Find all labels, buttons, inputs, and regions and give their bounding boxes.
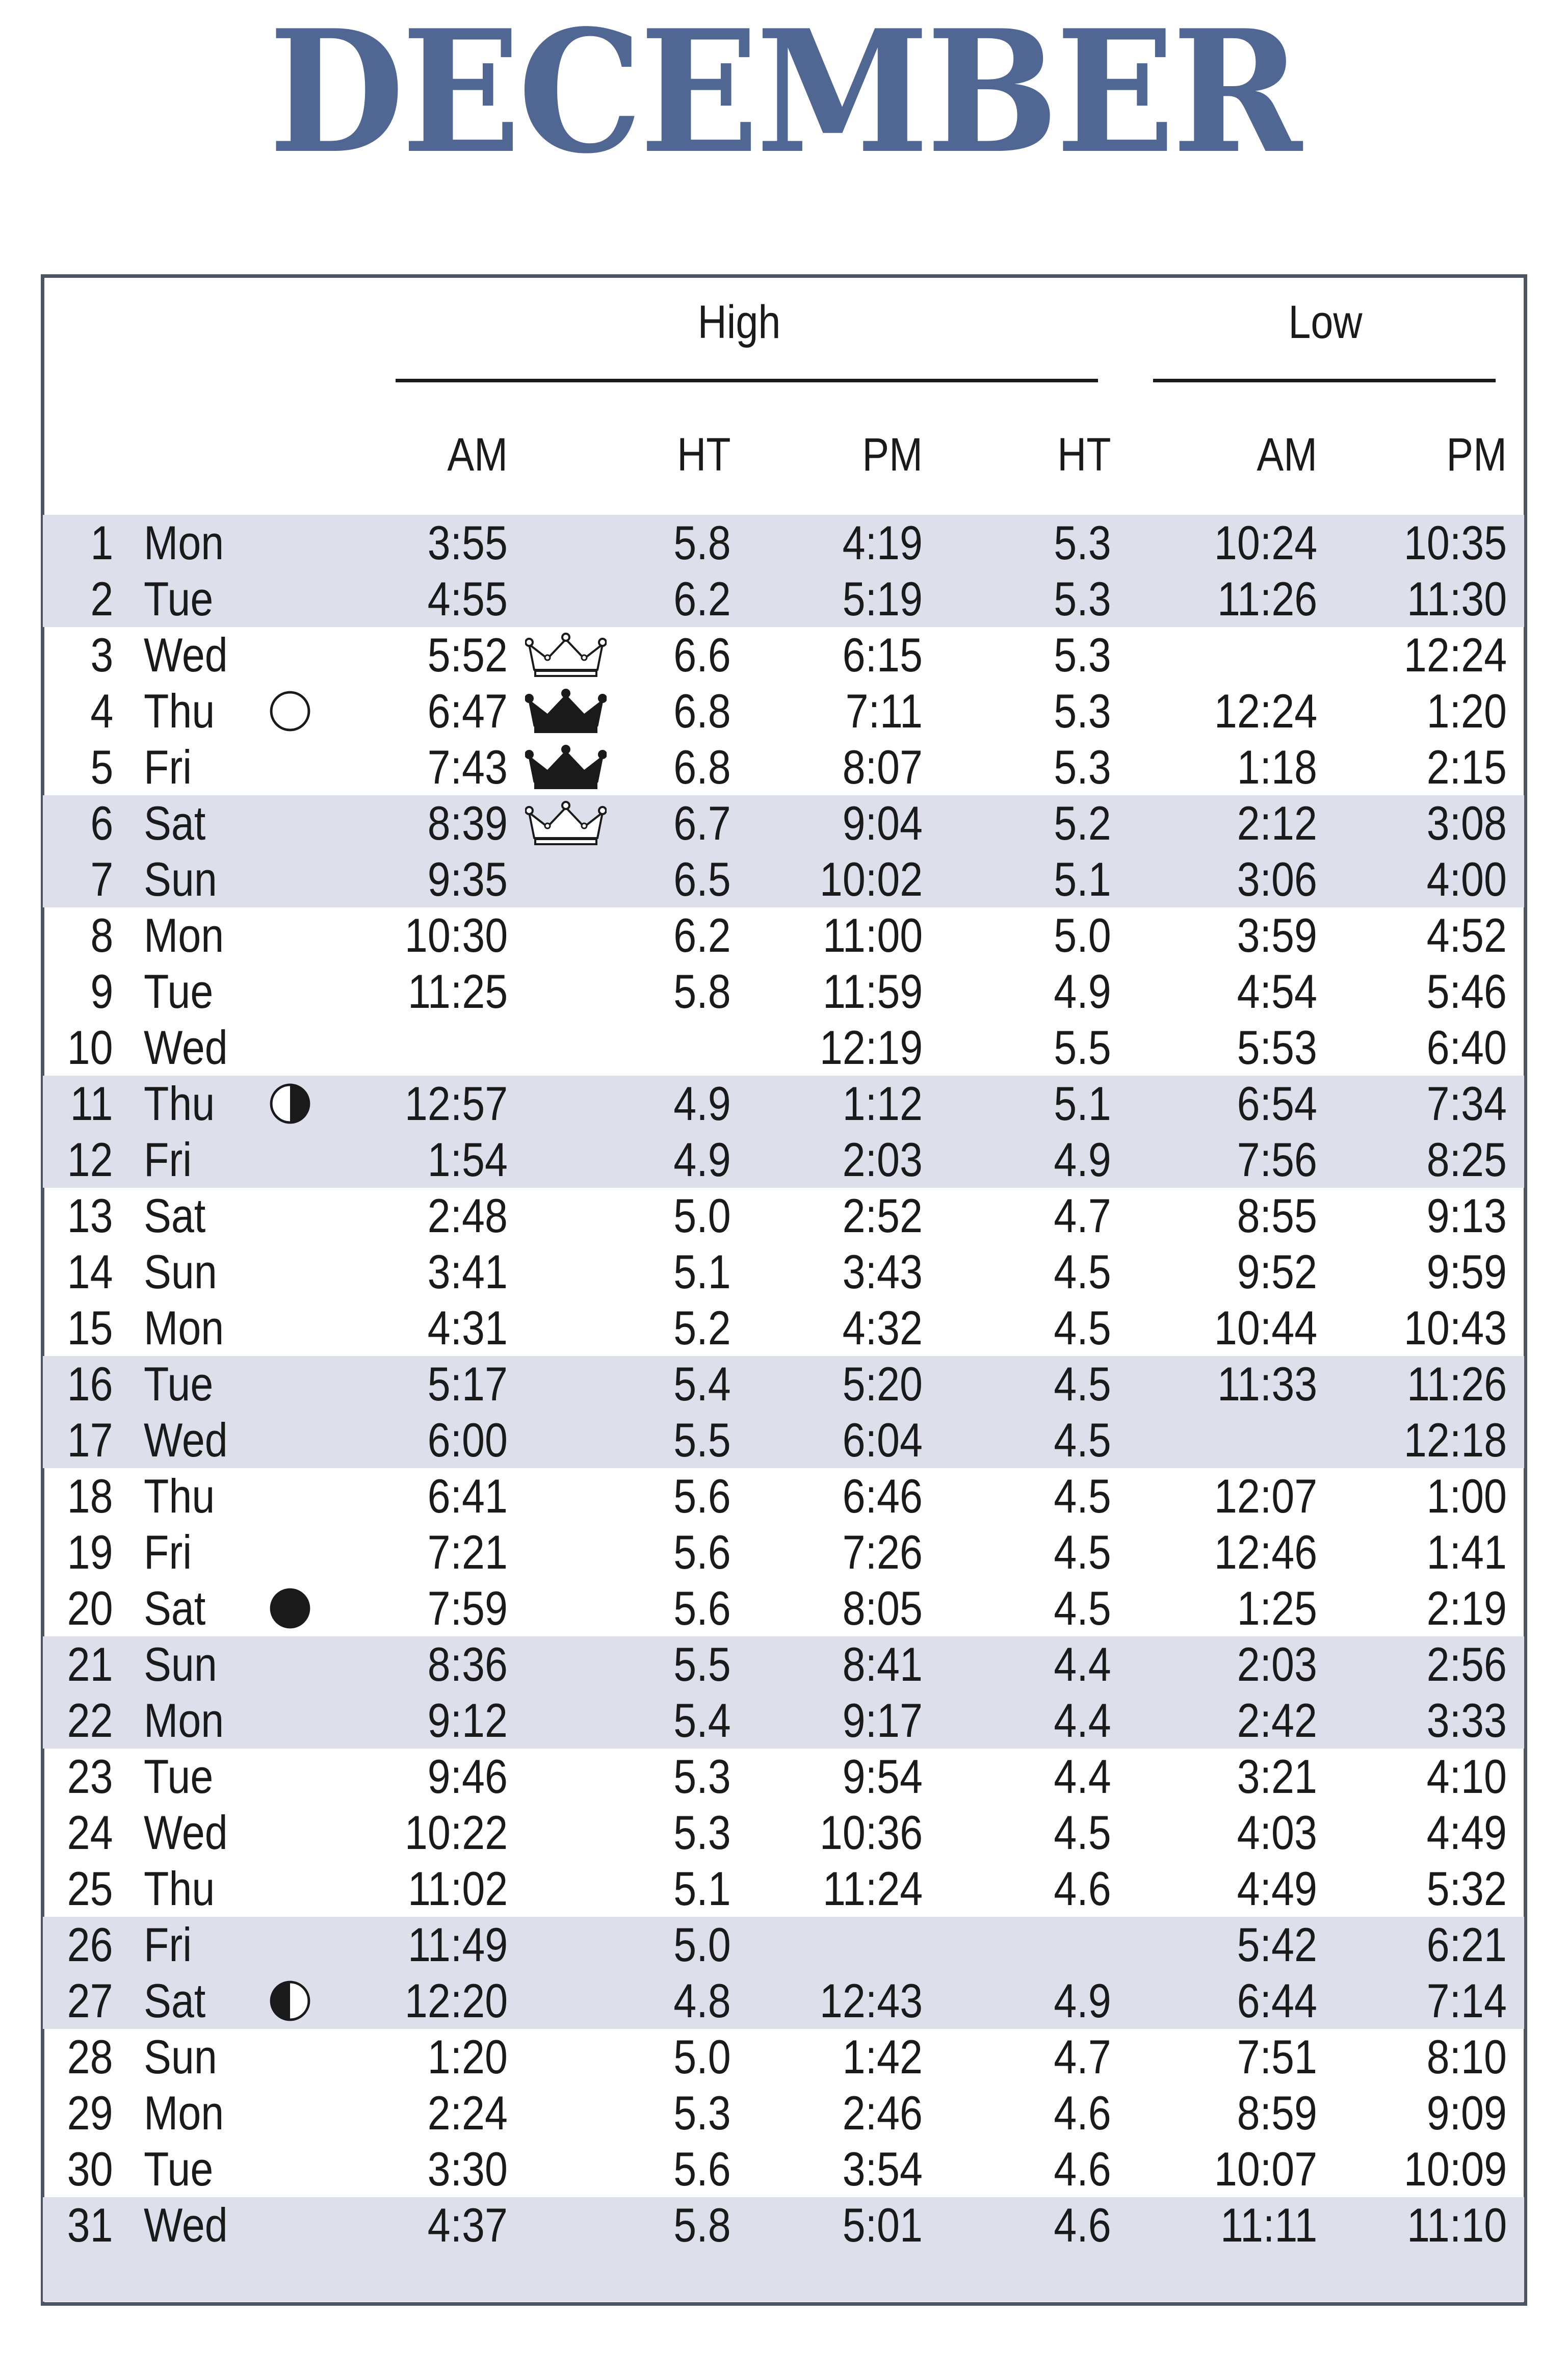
table-row: [0, 795, 1568, 851]
day-of-week: Wed: [144, 1021, 228, 1074]
day-number: 18: [67, 1469, 113, 1523]
low-am-time: 3:59: [1237, 908, 1317, 962]
high-pm-time: 6:04: [842, 1413, 923, 1467]
high-pm-time: 5:19: [842, 572, 923, 626]
high-am-header: AM: [447, 429, 508, 481]
low-pm-time: 8:25: [1426, 1133, 1507, 1186]
high-am-time: 8:36: [427, 1637, 508, 1691]
low-pm-time: 6:40: [1426, 1021, 1507, 1074]
day-of-week: Thu: [144, 1077, 215, 1130]
high-am-height: 4.8: [673, 1974, 731, 2027]
day-number: 7: [90, 852, 113, 906]
high-am-height: 6.8: [673, 740, 731, 794]
low-pm-time: 3:33: [1426, 1693, 1507, 1747]
high-am-time: 11:02: [407, 1862, 508, 1915]
day-number: 29: [67, 2086, 113, 2140]
low-am-header: AM: [1257, 429, 1317, 481]
high-pm-time: 6:46: [842, 1469, 923, 1523]
high-pm-height: 5.3: [1054, 684, 1111, 738]
high-am-height: 5.3: [673, 1750, 731, 1803]
day-of-week: Fri: [144, 1525, 192, 1579]
day-number: 2: [90, 572, 113, 626]
last-quarter-moon-icon: [269, 1083, 311, 1125]
low-am-time: 2:03: [1237, 1637, 1317, 1691]
table-row: [0, 907, 1568, 963]
day-number: 15: [67, 1301, 113, 1354]
high-pm-time: 7:26: [842, 1525, 923, 1579]
low-am-time: 6:44: [1237, 1974, 1317, 2027]
high-am-time: 7:43: [427, 740, 508, 794]
new-moon-icon: [269, 1587, 311, 1629]
high-group-rule: [396, 379, 1098, 382]
low-pm-time: 9:13: [1426, 1189, 1507, 1242]
high-am-height: 6.2: [673, 908, 731, 962]
high-am-height: 6.5: [673, 852, 731, 906]
low-am-time: 10:44: [1214, 1301, 1317, 1354]
low-pm-time: 2:15: [1426, 740, 1507, 794]
day-of-week: Mon: [144, 1301, 224, 1354]
high-am-time: 6:00: [427, 1413, 508, 1467]
low-am-time: 12:46: [1214, 1525, 1317, 1579]
high-pm-height: 4.6: [1054, 2086, 1111, 2140]
low-am-time: 1:18: [1237, 740, 1317, 794]
day-of-week: Mon: [144, 516, 224, 569]
high-pm-height: 5.1: [1054, 852, 1111, 906]
low-am-time: 3:21: [1237, 1750, 1317, 1803]
high-pm-time: 9:54: [842, 1750, 923, 1803]
high-am-height: 5.6: [673, 1581, 731, 1635]
high-am-time: 9:35: [427, 852, 508, 906]
high-pm-height: 4.5: [1054, 1581, 1111, 1635]
day-of-week: Thu: [144, 684, 215, 738]
day-number: 5: [90, 740, 113, 794]
day-of-week: Fri: [144, 1918, 192, 1971]
low-pm-time: 1:20: [1426, 684, 1507, 738]
day-number: 14: [67, 1245, 113, 1298]
day-of-week: Sun: [144, 1245, 217, 1298]
table-row: [0, 963, 1568, 1020]
day-number: 31: [67, 2198, 113, 2252]
low-pm-time: 5:32: [1426, 1862, 1507, 1915]
low-am-time: 6:54: [1237, 1077, 1317, 1130]
day-of-week: Tue: [144, 1357, 214, 1411]
table-row: [0, 627, 1568, 683]
high-pm-time: 8:41: [842, 1637, 923, 1691]
high-am-height: 5.3: [673, 1806, 731, 1859]
day-of-week: Wed: [144, 1413, 228, 1467]
day-of-week: Sun: [144, 2030, 217, 2083]
day-number: 13: [67, 1189, 113, 1242]
day-of-week: Mon: [144, 1693, 224, 1747]
day-number: 27: [67, 1974, 113, 2027]
table-row: [0, 1468, 1568, 1524]
high-pm-time: 2:46: [842, 2086, 923, 2140]
low-am-time: 7:51: [1237, 2030, 1317, 2083]
low-pm-time: 9:09: [1426, 2086, 1507, 2140]
high-pm-height: 4.9: [1054, 965, 1111, 1018]
day-number: 4: [90, 684, 113, 738]
day-number: 23: [67, 1750, 113, 1803]
day-of-week: Sat: [144, 1189, 206, 1242]
high-pm-height: 4.7: [1054, 2030, 1111, 2083]
high-am-height: 5.1: [673, 1245, 731, 1298]
low-am-time: 2:12: [1237, 796, 1317, 850]
high-am-height: 6.2: [673, 572, 731, 626]
high-am-time: 7:59: [427, 1581, 508, 1635]
high-am-height: 5.3: [673, 2086, 731, 2140]
low-pm-time: 4:00: [1426, 852, 1507, 906]
day-of-week: Tue: [144, 1750, 214, 1803]
high-pm-height: 5.3: [1054, 572, 1111, 626]
low-pm-time: 4:52: [1426, 908, 1507, 962]
high-pm-height: 4.6: [1054, 1862, 1111, 1915]
outline-crown-icon: [525, 800, 607, 846]
low-am-time: 8:59: [1237, 2086, 1317, 2140]
high-pm-height: 5.3: [1054, 740, 1111, 794]
low-am-time: 4:03: [1237, 1806, 1317, 1859]
high-pm-time: 10:36: [819, 1806, 923, 1859]
high-am-time: 6:41: [427, 1469, 508, 1523]
high-am-time: 11:25: [407, 965, 508, 1018]
day-number: 16: [67, 1357, 113, 1411]
high-am-time: 5:52: [427, 628, 508, 682]
low-am-time: 4:54: [1237, 965, 1317, 1018]
full-moon-icon: [269, 690, 311, 732]
high-am-height: 5.6: [673, 1525, 731, 1579]
day-number: 6: [90, 796, 113, 850]
high-am-time: 10:22: [404, 1806, 508, 1859]
day-of-week: Thu: [144, 1469, 215, 1523]
low-pm-time: 9:59: [1426, 1245, 1507, 1298]
high-am-time: 12:57: [404, 1077, 508, 1130]
table-row: [0, 1749, 1568, 1805]
table-row: [0, 2029, 1568, 2085]
high-pm-time: 2:52: [842, 1189, 923, 1242]
low-am-time: 1:25: [1237, 1581, 1317, 1635]
table-row: [0, 2141, 1568, 2197]
low-am-time: 2:42: [1237, 1693, 1317, 1747]
high-pm-time: 11:24: [822, 1862, 923, 1915]
high-am-height: 5.5: [673, 1413, 731, 1467]
high-am-height: 5.0: [673, 1189, 731, 1242]
high-pm-height: 4.9: [1054, 1974, 1111, 2027]
high-pm-time: 2:03: [842, 1133, 923, 1186]
low-pm-time: 4:49: [1426, 1806, 1507, 1859]
low-pm-time: 2:56: [1426, 1637, 1507, 1691]
high-am-time: 2:48: [427, 1189, 508, 1242]
table-row: [0, 739, 1568, 795]
high-am-time: 4:55: [427, 572, 508, 626]
low-pm-time: 3:08: [1426, 796, 1507, 850]
day-of-week: Sun: [144, 1637, 217, 1691]
low-group-rule: [1153, 379, 1496, 382]
low-am-time: 3:06: [1237, 852, 1317, 906]
high-pm-height: 4.4: [1054, 1637, 1111, 1691]
high-am-time: 3:30: [427, 2142, 508, 2196]
solid-crown-icon: [525, 744, 607, 790]
high-am-height: 6.7: [673, 796, 731, 850]
high-am-time: 7:21: [427, 1525, 508, 1579]
table-row: [0, 1636, 1568, 1692]
high-pm-height: 4.9: [1054, 1133, 1111, 1186]
day-number: 1: [90, 516, 113, 569]
high-pm-time: 7:11: [845, 684, 923, 738]
high-pm-height: 4.5: [1054, 1301, 1111, 1354]
day-of-week: Wed: [144, 1806, 228, 1859]
table-row: [0, 1300, 1568, 1356]
high-pm-time: 8:07: [842, 740, 923, 794]
day-of-week: Tue: [144, 572, 214, 626]
high-pm-height: 4.5: [1054, 1525, 1111, 1579]
high-am-time: 2:24: [427, 2086, 508, 2140]
high-am-time: 4:31: [427, 1301, 508, 1354]
low-pm-time: 1:41: [1426, 1525, 1507, 1579]
table-row: [0, 1524, 1568, 1580]
low-am-time: 11:26: [1217, 572, 1317, 626]
high-am-height: 6.6: [673, 628, 731, 682]
low-group-label: Low: [1288, 296, 1363, 348]
high-am-height: 5.6: [673, 2142, 731, 2196]
low-pm-time: 11:26: [1406, 1357, 1507, 1411]
high-am-time: 1:54: [427, 1133, 508, 1186]
high-pm-height: 4.5: [1054, 1806, 1111, 1859]
high-am-time: 11:49: [407, 1918, 508, 1971]
high-pm-time: 5:01: [842, 2198, 923, 2252]
high-pm-ht-header: HT: [1057, 429, 1111, 481]
table-row: [0, 515, 1568, 571]
high-am-height: 5.8: [673, 965, 731, 1018]
day-number: 30: [67, 2142, 113, 2196]
day-number: 28: [67, 2030, 113, 2083]
high-pm-time: 3:54: [842, 2142, 923, 2196]
day-of-week: Mon: [144, 2086, 224, 2140]
high-pm-height: 4.5: [1054, 1469, 1111, 1523]
high-pm-time: 11:59: [822, 965, 923, 1018]
high-am-height: 4.9: [673, 1133, 731, 1186]
table-row: [0, 851, 1568, 907]
high-pm-time: 9:04: [842, 796, 923, 850]
high-pm-header: PM: [862, 429, 923, 481]
low-pm-time: 10:35: [1403, 516, 1507, 569]
high-am-height: 5.4: [673, 1357, 731, 1411]
low-am-time: 11:11: [1220, 2198, 1317, 2252]
high-pm-time: 12:43: [819, 1974, 923, 2027]
high-pm-height: 4.7: [1054, 1189, 1111, 1242]
high-pm-time: 10:02: [819, 852, 923, 906]
low-pm-time: 2:19: [1426, 1581, 1507, 1635]
low-pm-time: 11:30: [1406, 572, 1507, 626]
high-am-height: 5.8: [673, 2198, 731, 2252]
low-am-time: 10:07: [1214, 2142, 1317, 2196]
low-pm-time: 11:10: [1406, 2198, 1507, 2252]
table-row: [0, 1020, 1568, 1076]
day-number: 19: [67, 1525, 113, 1579]
low-pm-header: PM: [1446, 429, 1507, 481]
day-of-week: Tue: [144, 965, 214, 1018]
day-of-week: Thu: [144, 1862, 215, 1915]
day-number: 9: [90, 965, 113, 1018]
low-pm-time: 12:18: [1403, 1413, 1507, 1467]
high-am-time: 9:12: [427, 1693, 508, 1747]
day-number: 3: [90, 628, 113, 682]
day-number: 24: [67, 1806, 113, 1859]
day-number: 20: [67, 1581, 113, 1635]
day-of-week: Sat: [144, 1974, 206, 2027]
high-pm-time: 9:17: [842, 1693, 923, 1747]
high-am-height: 5.5: [673, 1637, 731, 1691]
high-pm-time: 1:42: [842, 2030, 923, 2083]
low-am-time: 5:42: [1237, 1918, 1317, 1971]
high-pm-time: 4:32: [842, 1301, 923, 1354]
table-row: [0, 1188, 1568, 1244]
high-am-height: 5.1: [673, 1862, 731, 1915]
table-row: [0, 1412, 1568, 1468]
table-row: [0, 1692, 1568, 1749]
high-pm-time: 5:20: [842, 1357, 923, 1411]
low-pm-time: 8:10: [1426, 2030, 1507, 2083]
low-am-time: 11:33: [1217, 1357, 1317, 1411]
low-pm-time: 7:14: [1426, 1974, 1507, 2027]
low-am-time: 12:07: [1214, 1469, 1317, 1523]
high-pm-time: 8:05: [842, 1581, 923, 1635]
high-pm-height: 5.1: [1054, 1077, 1111, 1130]
high-pm-height: 4.6: [1054, 2198, 1111, 2252]
solid-crown-icon: [525, 688, 607, 734]
table-row: [0, 1580, 1568, 1636]
day-of-week: Wed: [144, 2198, 228, 2252]
high-am-height: 5.8: [673, 516, 731, 569]
table-row: [0, 1132, 1568, 1188]
high-am-time: 3:41: [427, 1245, 508, 1298]
outline-crown-icon: [525, 632, 607, 678]
high-pm-height: 5.2: [1054, 796, 1111, 850]
day-number: 8: [90, 908, 113, 962]
high-pm-height: 5.3: [1054, 628, 1111, 682]
high-am-time: 10:30: [404, 908, 508, 962]
table-row: [0, 2085, 1568, 2141]
table-row: [0, 1973, 1568, 2029]
low-pm-time: 5:46: [1426, 965, 1507, 1018]
high-am-time: 5:17: [427, 1357, 508, 1411]
high-pm-height: 4.5: [1054, 1245, 1111, 1298]
table-row: [0, 683, 1568, 739]
low-pm-time: 1:00: [1426, 1469, 1507, 1523]
page-title: DECEMBER: [269, 0, 1299, 191]
high-pm-height: 5.3: [1054, 516, 1111, 569]
high-group-label: High: [697, 296, 781, 348]
table-row: [0, 1917, 1568, 1973]
high-am-height: 6.8: [673, 684, 731, 738]
table-row: [0, 1356, 1568, 1412]
low-pm-time: 12:24: [1403, 628, 1507, 682]
day-number: 22: [67, 1693, 113, 1747]
day-number: 26: [67, 1918, 113, 1971]
day-number: 10: [67, 1021, 113, 1074]
high-pm-time: 12:19: [819, 1021, 923, 1074]
high-pm-time: 4:19: [842, 516, 923, 569]
day-of-week: Sat: [144, 1581, 206, 1635]
day-of-week: Fri: [144, 740, 192, 794]
day-number: 11: [70, 1077, 113, 1130]
high-am-height: 5.0: [673, 1918, 731, 1971]
high-pm-height: 4.5: [1054, 1413, 1111, 1467]
table-row: [0, 1244, 1568, 1300]
day-of-week: Sun: [144, 852, 217, 906]
low-am-time: 10:24: [1214, 516, 1317, 569]
high-am-height: 5.0: [673, 2030, 731, 2083]
low-pm-time: 10:09: [1403, 2142, 1507, 2196]
high-am-time: 3:55: [427, 516, 508, 569]
high-am-time: 6:47: [427, 684, 508, 738]
low-am-time: 7:56: [1237, 1133, 1317, 1186]
table-row: [0, 2197, 1568, 2253]
high-pm-height: 4.5: [1054, 1357, 1111, 1411]
high-pm-time: 1:12: [842, 1077, 923, 1130]
day-of-week: Sat: [144, 796, 206, 850]
high-pm-time: 11:00: [822, 908, 923, 962]
high-pm-height: 4.4: [1054, 1693, 1111, 1747]
high-pm-height: 5.5: [1054, 1021, 1111, 1074]
low-am-time: 9:52: [1237, 1245, 1317, 1298]
high-pm-time: 3:43: [842, 1245, 923, 1298]
low-pm-time: 10:43: [1403, 1301, 1507, 1354]
table-row: [0, 1076, 1568, 1132]
day-number: 17: [67, 1413, 113, 1467]
day-number: 21: [67, 1637, 113, 1691]
low-am-time: 4:49: [1237, 1862, 1317, 1915]
high-am-height: 5.4: [673, 1693, 731, 1747]
table-row: [0, 571, 1568, 627]
high-pm-height: 5.0: [1054, 908, 1111, 962]
high-am-time: 4:37: [427, 2198, 508, 2252]
low-pm-time: 7:34: [1426, 1077, 1507, 1130]
high-am-ht-header: HT: [677, 429, 731, 481]
day-of-week: Fri: [144, 1133, 192, 1186]
low-am-time: 12:24: [1214, 684, 1317, 738]
high-am-time: 9:46: [427, 1750, 508, 1803]
high-am-time: 1:20: [427, 2030, 508, 2083]
high-am-time: 8:39: [427, 796, 508, 850]
low-am-time: 5:53: [1237, 1021, 1317, 1074]
high-am-height: 5.6: [673, 1469, 731, 1523]
day-number: 25: [67, 1862, 113, 1915]
high-am-height: 4.9: [673, 1077, 731, 1130]
day-number: 12: [67, 1133, 113, 1186]
high-pm-height: 4.4: [1054, 1750, 1111, 1803]
high-pm-time: 6:15: [842, 628, 923, 682]
table-row: [0, 1861, 1568, 1917]
high-pm-height: 4.6: [1054, 2142, 1111, 2196]
low-pm-time: 4:10: [1426, 1750, 1507, 1803]
day-of-week: Tue: [144, 2142, 214, 2196]
day-of-week: Wed: [144, 628, 228, 682]
low-am-time: 8:55: [1237, 1189, 1317, 1242]
high-am-time: 12:20: [404, 1974, 508, 2027]
table-row: [0, 1805, 1568, 1861]
day-of-week: Mon: [144, 908, 224, 962]
first-quarter-moon-icon: [269, 1980, 311, 2022]
high-am-height: 5.2: [673, 1301, 731, 1354]
low-pm-time: 6:21: [1426, 1918, 1507, 1971]
